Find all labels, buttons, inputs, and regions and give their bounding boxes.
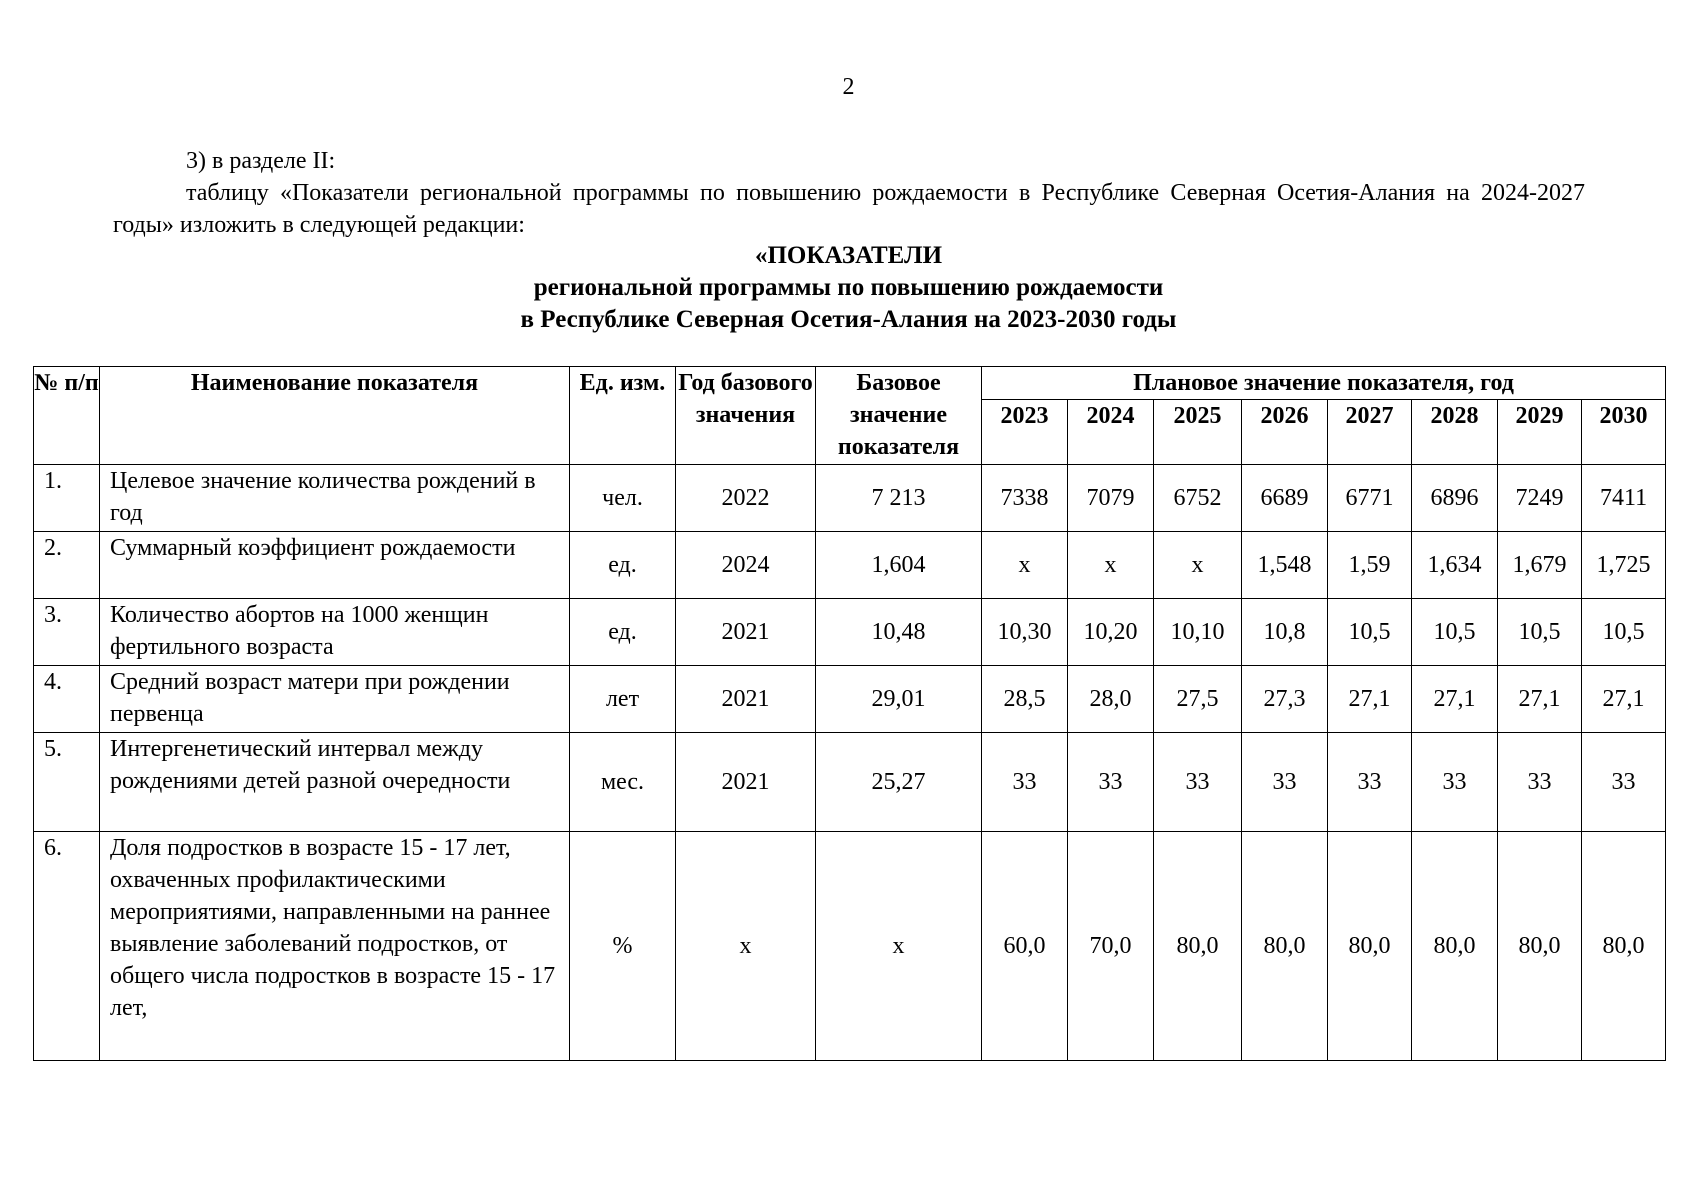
value-cell: 80,0 [1582,832,1666,1061]
unit-cell: ед. [570,532,676,599]
header-year: 2025 [1154,400,1242,465]
indicator-name: Средний возраст матери при рождении первенца [100,666,570,733]
table-row [34,532,1666,599]
row-number: 6. [34,832,100,1061]
value-cell: 6896 [1412,465,1498,532]
value-cell: 7338 [982,465,1068,532]
value-cell: 1,679 [1498,532,1582,599]
header-number: № п/п [34,367,100,465]
table-row [34,733,1666,832]
value-cell: 33 [1242,733,1328,832]
value-cell: 33 [1412,733,1498,832]
value-cell: 10,8 [1242,599,1328,666]
value-cell: 1,725 [1582,532,1666,599]
table-row [34,599,1666,666]
value-cell: 33 [1498,733,1582,832]
header-year: 2029 [1498,400,1582,465]
header-year: 2024 [1068,400,1154,465]
base-year-cell: 2021 [676,666,816,733]
header-base-year: Год базового значения [676,367,816,465]
value-cell: 27,3 [1242,666,1328,733]
value-cell: 80,0 [1328,832,1412,1061]
value-cell: 33 [982,733,1068,832]
value-cell: 80,0 [1242,832,1328,1061]
value-cell: 60,0 [982,832,1068,1061]
value-cell: 33 [1068,733,1154,832]
indicators-table [33,366,1666,1061]
value-cell: 80,0 [1498,832,1582,1061]
value-cell: 27,1 [1498,666,1582,733]
value-cell: 7079 [1068,465,1154,532]
table-row [34,465,1666,532]
header-planned-values: Плановое значение показателя, год [982,367,1666,400]
table-body [34,465,1666,1061]
header-year: 2026 [1242,400,1328,465]
value-cell: 33 [1154,733,1242,832]
base-value-cell: 1,604 [816,532,982,599]
value-cell: 7249 [1498,465,1582,532]
base-value-cell: 7 213 [816,465,982,532]
value-cell: 70,0 [1068,832,1154,1061]
row-number: 4. [34,666,100,733]
header-year: 2030 [1582,400,1666,465]
heading-line-1: «ПОКАЗАТЕЛИ [754,242,943,269]
value-cell: 28,0 [1068,666,1154,733]
base-value-cell: х [816,832,982,1061]
value-cell: х [1154,532,1242,599]
value-cell: 33 [1582,733,1666,832]
table-row [34,666,1666,733]
header-base-value: Базовое значение показателя [816,367,982,465]
base-value-cell: 10,48 [816,599,982,666]
value-cell: 80,0 [1412,832,1498,1061]
value-cell: 10,5 [1328,599,1412,666]
base-year-cell: х [676,832,816,1061]
row-number: 2. [34,532,100,599]
value-cell: 1,548 [1242,532,1328,599]
table-row [34,832,1666,1061]
value-cell: 6752 [1154,465,1242,532]
value-cell: 27,1 [1582,666,1666,733]
base-year-cell: 2024 [676,532,816,599]
table-header [34,367,1666,465]
value-cell: 27,5 [1154,666,1242,733]
indicator-name: Количество абортов на 1000 женщин фертильного возраста [100,599,570,666]
base-year-cell: 2022 [676,465,816,532]
value-cell: 27,1 [1328,666,1412,733]
base-year-cell: 2021 [676,733,816,832]
unit-cell: лет [570,666,676,733]
value-cell: 80,0 [1154,832,1242,1061]
base-year-cell: 2021 [676,599,816,666]
value-cell: 10,10 [1154,599,1242,666]
header-year: 2023 [982,400,1068,465]
header-year: 2027 [1328,400,1412,465]
value-cell: 33 [1328,733,1412,832]
value-cell: 10,5 [1582,599,1666,666]
value-cell: 28,5 [982,666,1068,733]
row-number: 3. [34,599,100,666]
unit-cell: % [570,832,676,1061]
base-value-cell: 29,01 [816,666,982,733]
value-cell: 10,5 [1412,599,1498,666]
header-year: 2028 [1412,400,1498,465]
value-cell: х [982,532,1068,599]
row-number: 5. [34,733,100,832]
indicator-name: Суммарный коэффициент рождаемости [100,532,570,599]
page-number: 2 [842,74,855,100]
value-cell: 27,1 [1412,666,1498,733]
value-cell: х [1068,532,1154,599]
unit-cell: ед. [570,599,676,666]
intro-text [113,145,1585,241]
intro-line-section: 3) в разделе II: [186,148,336,174]
header-unit: Ед. изм. [570,367,676,465]
value-cell: 10,20 [1068,599,1154,666]
intro-paragraph: таблицу «Показатели региональной программы по повышению рождаемости в Республике Северная Осетия-Алания на 2024-2027 годы» изложить в следующей редакции: [113,180,1585,238]
base-value-cell: 25,27 [816,733,982,832]
unit-cell: мес. [570,733,676,832]
value-cell: 6771 [1328,465,1412,532]
indicator-name: Интергенетический интервал между рождениями детей разной очередности [100,733,570,832]
value-cell: 7411 [1582,465,1666,532]
indicator-name: Доля подростков в возрасте 15 - 17 лет, охваченных профилактическими мероприятиями, направленными на раннее выявление заболеваний подростков, от общего числа подростков в возрасте 15 - 17 лет, [100,832,570,1061]
value-cell: 1,634 [1412,532,1498,599]
value-cell: 10,5 [1498,599,1582,666]
unit-cell: чел. [570,465,676,532]
heading-line-2: региональной программы по повышению рождаемости [533,274,1164,301]
value-cell: 6689 [1242,465,1328,532]
heading-line-3: в Республике Северная Осетия-Алания на 2023-2030 годы [520,306,1177,333]
value-cell: 1,59 [1328,532,1412,599]
header-name: Наименование показателя [100,367,570,465]
indicator-name: Целевое значение количества рождений в год [100,465,570,532]
value-cell: 10,30 [982,599,1068,666]
table-heading [0,240,1697,336]
row-number: 1. [34,465,100,532]
